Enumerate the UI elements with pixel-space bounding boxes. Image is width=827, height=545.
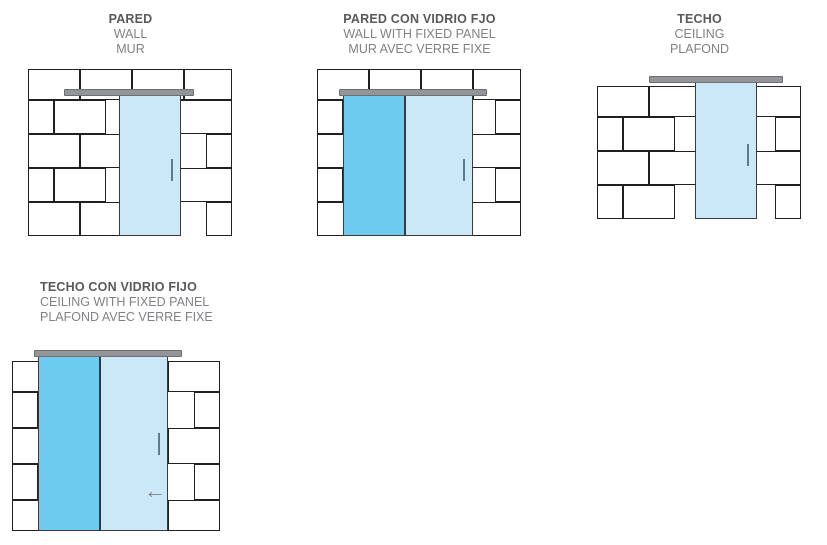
brick	[775, 117, 801, 151]
diagram-wall-fixed-panel	[317, 12, 522, 239]
brick	[28, 168, 54, 202]
direction-arrow-icon: ←	[144, 478, 166, 503]
brick	[597, 151, 649, 185]
brick	[623, 117, 675, 151]
track-rail	[34, 350, 182, 357]
brick	[54, 100, 106, 134]
caption-wall-fixed-panel-fr: MUR AVEC VERRE FIXE	[348, 42, 491, 56]
caption-ceiling-es: TECHO	[677, 12, 722, 26]
caption-wall-fixed-panel	[317, 12, 522, 57]
caption-ceiling-fixed-panel-en: CEILING WITH FIXED PANEL	[40, 295, 210, 309]
brick	[12, 464, 38, 500]
brick	[649, 86, 701, 117]
brick	[168, 428, 220, 464]
brick	[168, 361, 220, 392]
diagram-wall	[28, 12, 233, 239]
diagram-ceiling-fixed-panel	[40, 280, 260, 518]
brick	[28, 134, 80, 168]
brick	[317, 168, 343, 202]
caption-wall-es: PARED	[108, 12, 153, 26]
caption-wall	[28, 12, 233, 57]
fixed-glass-panel	[343, 94, 405, 236]
brick	[623, 185, 675, 219]
brick	[194, 392, 220, 428]
brick	[168, 500, 220, 531]
brick	[180, 168, 232, 202]
caption-ceiling-fixed-panel	[40, 280, 260, 325]
brick	[495, 168, 521, 202]
brick	[28, 202, 80, 236]
brick	[469, 134, 521, 168]
brick	[649, 151, 701, 185]
caption-ceiling-fixed-panel-es: TECHO CON VIDRIO FIJO	[40, 280, 197, 294]
brick	[495, 100, 521, 134]
brick	[54, 168, 106, 202]
caption-wall-fr: MUR	[116, 42, 145, 56]
fixed-glass-panel	[38, 355, 100, 531]
brick	[28, 100, 54, 134]
track-rail	[649, 76, 783, 83]
caption-ceiling-fr: PLAFOND	[669, 42, 730, 56]
ceiling-fixed-panel-illustration	[12, 343, 260, 518]
diagram-ceiling	[597, 12, 802, 239]
brick	[597, 86, 649, 117]
caption-wall-en: WALL	[113, 27, 148, 41]
brick	[206, 134, 232, 168]
brick	[12, 392, 38, 428]
ceiling-illustration	[597, 69, 802, 239]
brick	[597, 185, 623, 219]
brick	[317, 100, 343, 134]
door-handle	[747, 144, 749, 166]
brick	[180, 100, 232, 134]
brick	[597, 117, 623, 151]
brick	[194, 464, 220, 500]
door-handle	[171, 159, 173, 181]
track-rail	[339, 89, 487, 96]
caption-ceiling-en: CEILING	[674, 27, 725, 41]
wall-illustration	[28, 69, 233, 239]
caption-wall-fixed-panel-en: WALL WITH FIXED PANEL	[343, 27, 496, 41]
brick	[206, 202, 232, 236]
door-handle	[463, 159, 465, 181]
track-rail	[64, 89, 194, 96]
brick	[469, 202, 521, 236]
brick	[775, 185, 801, 219]
door-handle	[158, 433, 160, 455]
caption-ceiling-fixed-panel-fr: PLAFOND AVEC VERRE FIXE	[40, 310, 213, 324]
wall-fixed-panel-illustration	[317, 69, 522, 239]
caption-ceiling	[597, 12, 802, 57]
caption-wall-fixed-panel-es: PARED CON VIDRIO FJO	[343, 12, 496, 26]
